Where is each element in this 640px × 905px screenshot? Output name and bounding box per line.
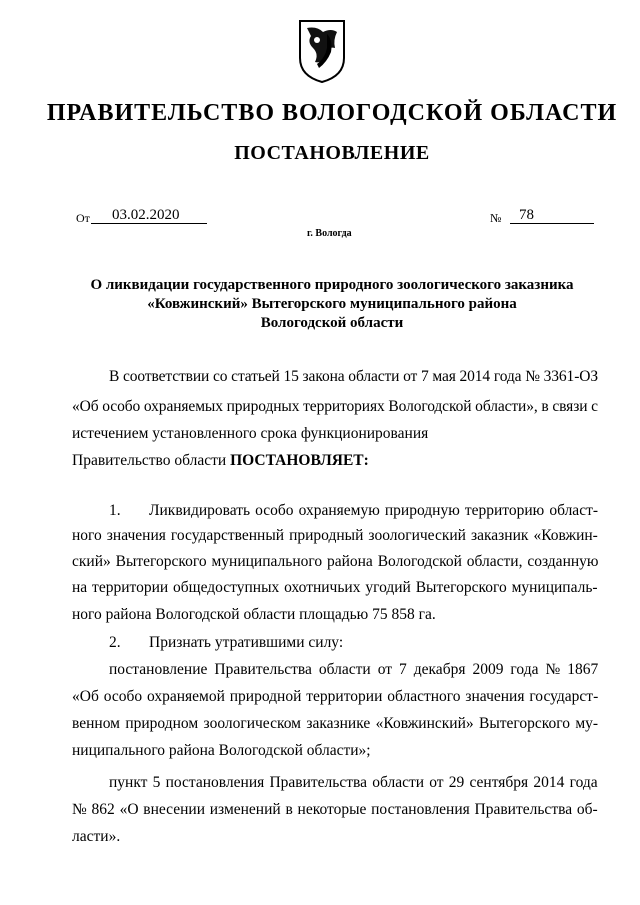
sub1-line: постановление Правительства области от 7 декабря 2009 года № 1867: [109, 661, 599, 678]
document-type: ПОСТАНОВЛЕНИЕ: [234, 142, 430, 164]
preamble-line: В соответствии со статьей 15 закона области от 7 мая 2014 года № 3361-ОЗ: [109, 368, 598, 385]
subject-line: «Ковжинский» Вытегорского муниципального района: [147, 296, 517, 312]
number-prefix: №: [490, 211, 502, 225]
item2-line: Признать утратившими силу:: [149, 634, 344, 651]
item1-line: на территории общедоступных охотничьих угодий Вытегорского муниципаль-: [72, 579, 598, 596]
item-number: 1.: [109, 502, 121, 519]
item1-line: ного значения государственный природный зоологический заказник «Ковжин-: [72, 527, 598, 544]
item-number: 2.: [109, 634, 121, 651]
document-date: 03.02.2020: [112, 207, 180, 223]
preamble-line: «Об особо охраняемых природных территориях Вологодской области», в связи с: [72, 398, 598, 415]
sub1-line: ниципального района Вологодской области»;: [72, 742, 371, 759]
subject-line: О ликвидации государственного природного зоологического заказника: [90, 277, 574, 293]
date-prefix: От: [76, 211, 90, 225]
item1-line: ский» Вытегорского муниципального района Вологодской области, созданную: [72, 553, 599, 570]
sub1-line: венном природном зоологическом заказнике «Ковжинский» Вытегорского му-: [72, 715, 599, 732]
sub2-line: пункт 5 постановления Правительства области от 29 сентября 2014 года: [109, 774, 598, 791]
resolve-word: ПОСТАНОВЛЯЕТ:: [230, 452, 369, 469]
resolve-line: [72, 451, 369, 471]
government-title: ПРАВИТЕЛЬСТВО ВОЛОГОДСКОЙ ОБЛАСТИ: [46, 100, 618, 126]
item1-line: ного района Вологодской области площадью 75 858 га.: [72, 606, 436, 623]
sub2-line: № 862 «О внесении изменений в некоторые постановления Правительства об-: [72, 801, 598, 818]
sub1-line: «Об особо охраняемой природной территории областного значения государст-: [72, 688, 599, 705]
resolve-prefix: Правительство области: [72, 452, 231, 469]
subject-line: Вологодской области: [260, 315, 404, 331]
item1-line: Ликвидировать особо охраняемую природную территорию област-: [149, 502, 599, 519]
coat-of-arms-icon: [297, 18, 347, 84]
city: г. Вологда: [307, 228, 352, 239]
document-number: 78: [519, 207, 534, 223]
preamble-line: истечением установленного срока функционирования: [72, 425, 429, 442]
sub2-line: ласти».: [72, 828, 121, 845]
